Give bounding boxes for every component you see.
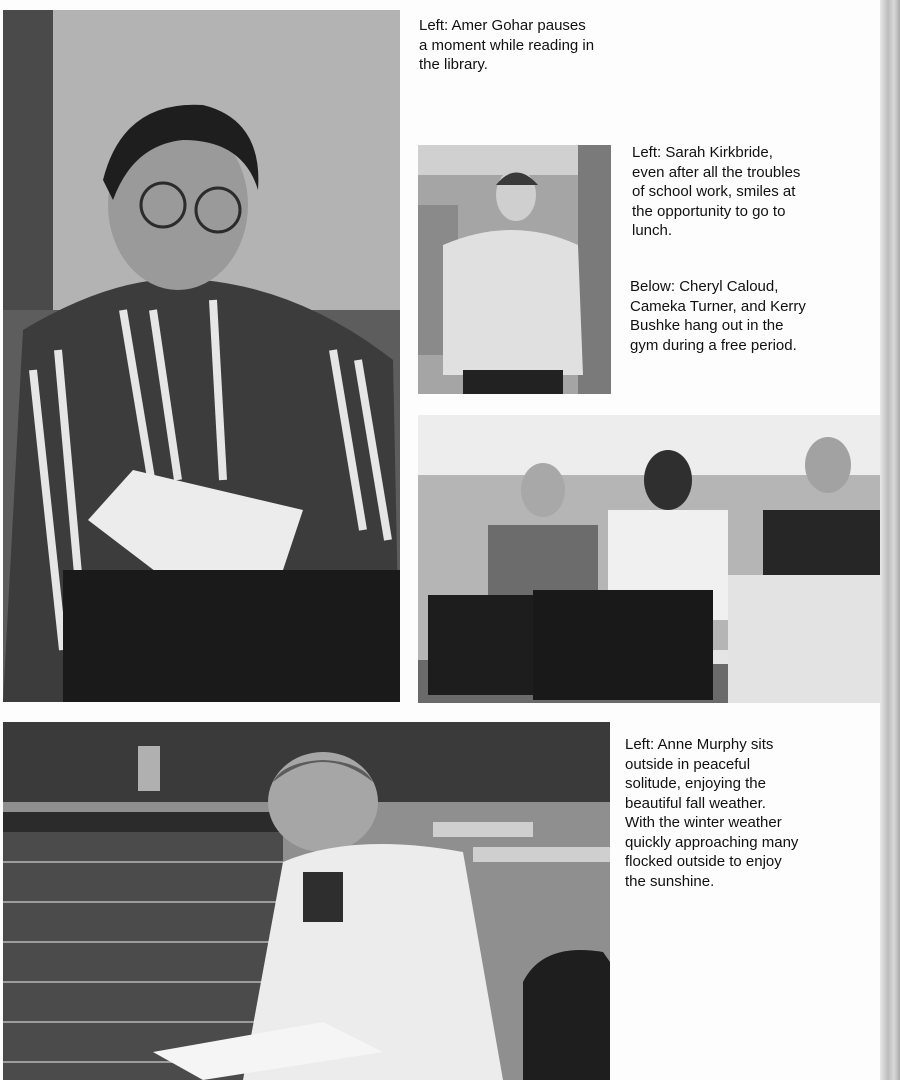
photo-sarah-kirkbride [418,145,611,394]
photo-amer-gohar [3,10,400,702]
caption-anne-murphy: Left: Anne Murphy sits outside in peaceful solitude, enjoying the beautiful fall weather. With the winter weather quickly approaching many flocked outside to enjoy the sunshine. [625,736,799,890]
caption-sarah-kirkbride: Left: Sarah Kirkbride, even after all the troubles of school work, smiles at the opportunity to go to lunch. [632,144,801,239]
photo-anne-murphy [3,722,610,1080]
photo-gym-group [418,415,881,703]
caption-gym-group: Below: Cheryl Caloud, Cameka Turner, and Kerry Bushke hang out in the gym during a free period. [630,278,806,354]
page-edge [880,0,900,1080]
caption-amer-gohar: Left: Amer Gohar pauses a moment while reading in the library. [419,17,595,73]
